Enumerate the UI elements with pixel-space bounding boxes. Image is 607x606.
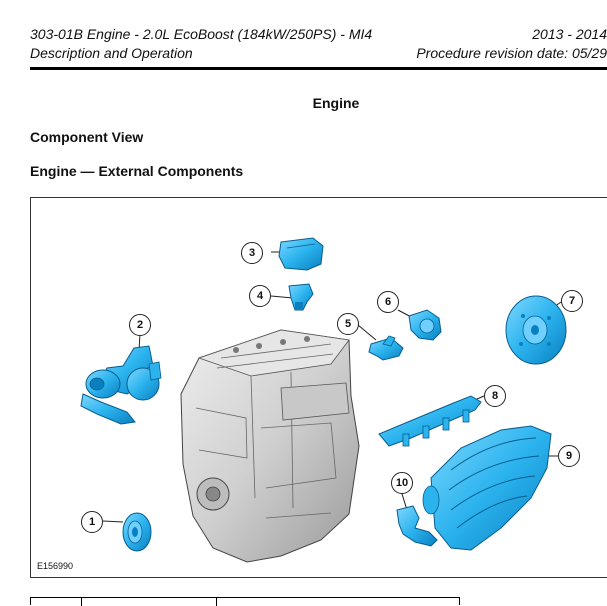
document-header-right	[410, 25, 607, 63]
engine-illustration	[31, 198, 607, 578]
document-header-left	[30, 25, 372, 63]
crankshaft-pulley	[123, 513, 151, 551]
callout-8: 8	[484, 385, 506, 407]
turbocharger	[81, 346, 161, 424]
vacuum-pump	[279, 238, 323, 270]
intake-manifold	[423, 426, 551, 550]
document-title: 303-01B Engine - 2.0L EcoBoost (184kW/250PS) - MI4	[30, 26, 373, 42]
turbo-bypass-valve	[289, 284, 313, 310]
flexplate	[506, 296, 566, 364]
header-rule	[30, 67, 607, 70]
model-years: 2013 - 2014	[532, 26, 607, 42]
callout-5: 5	[337, 313, 359, 335]
revision-date: Procedure revision date: 05/29	[416, 45, 607, 61]
callout-7: 7	[561, 290, 583, 312]
callout-2: 2	[129, 314, 151, 336]
fuel-rail	[379, 396, 481, 446]
callout-4: 4	[249, 285, 271, 307]
figure-id: E156990	[37, 561, 74, 571]
callout-3: 3	[241, 242, 263, 264]
coolant-outlet	[369, 336, 403, 360]
engine-components-figure	[30, 197, 607, 578]
document-subtitle: Description and Operation	[30, 45, 193, 61]
section-heading: Component View	[30, 129, 144, 145]
page-title: Engine	[312, 95, 360, 111]
callout-9: 9	[558, 445, 580, 467]
callout-6: 6	[377, 291, 399, 313]
engine-block	[181, 330, 359, 562]
water-pump	[409, 310, 441, 340]
subsection-heading: Engine — External Components	[30, 163, 244, 179]
callout-10: 10	[391, 472, 413, 494]
callout-1: 1	[81, 511, 103, 533]
parts-table-header-edge	[30, 597, 460, 605]
